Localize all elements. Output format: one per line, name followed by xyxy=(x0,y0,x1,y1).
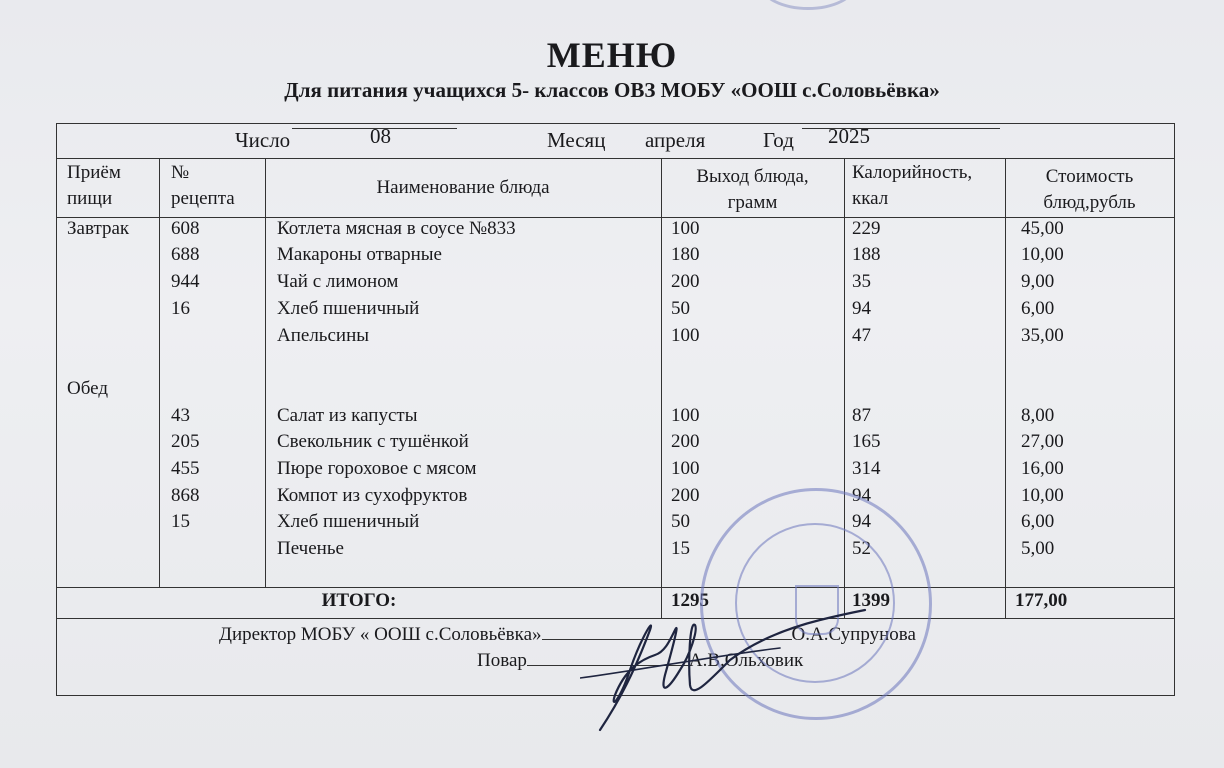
director-name: О.А.Супрунова xyxy=(791,624,916,645)
month-label: Месяц xyxy=(547,128,606,152)
cost-cell: 45,00 xyxy=(1021,218,1064,239)
day-value: 08 xyxy=(370,124,391,148)
cost-cell: 10,00 xyxy=(1021,485,1064,506)
col-divider-3 xyxy=(661,158,662,618)
recipe-cell: 43 xyxy=(171,405,190,426)
yield-cell: 200 xyxy=(671,431,700,452)
col-header-meal: Приём пищи xyxy=(67,162,121,209)
cost-cell: 6,00 xyxy=(1021,298,1055,319)
recipe-cell: 688 xyxy=(171,244,200,265)
col-header-yield: Выход блюда, грамм xyxy=(696,166,809,213)
page-title: МЕНЮ xyxy=(546,35,678,75)
rule-date xyxy=(57,158,1174,159)
meal-label-breakfast: Завтрак xyxy=(67,218,130,239)
yield-cell: 100 xyxy=(671,218,700,239)
recipe-cell: 608 xyxy=(171,218,200,239)
yield-cell: 50 xyxy=(671,298,690,319)
dish-cell: Салат из капусты xyxy=(277,405,418,426)
col-header-cost: Стоимость блюд,рубль xyxy=(1043,166,1136,213)
calories-cell: 47 xyxy=(852,325,871,346)
cost-cell: 16,00 xyxy=(1021,458,1064,479)
col-header-dish: Наименование блюда xyxy=(376,177,550,198)
day-label: Число xyxy=(235,128,291,152)
signature-scribble xyxy=(580,600,870,740)
dish-cell: Свекольник с тушёнкой xyxy=(277,431,469,452)
rule-body xyxy=(57,587,1174,588)
recipe-cell: 205 xyxy=(171,431,200,452)
stamp-edge-top xyxy=(760,0,856,10)
yield-cell: 50 xyxy=(671,511,690,532)
calories-cell: 94 xyxy=(852,511,871,532)
director-label: Директор МОБУ « ООШ с.Соловьёвка» xyxy=(219,624,542,645)
col-header-recipe: № рецепта xyxy=(171,162,235,209)
calories-cell: 314 xyxy=(852,458,881,479)
meal-label-lunch: Обед xyxy=(67,378,108,399)
recipe-cell: 868 xyxy=(171,485,200,506)
yield-cell: 200 xyxy=(671,485,700,506)
day-value-line xyxy=(292,124,457,148)
yield-cell: 15 xyxy=(671,538,690,559)
total-calories: 1399 xyxy=(852,590,890,611)
cost-cell: 5,00 xyxy=(1021,538,1055,559)
cost-cell: 10,00 xyxy=(1021,244,1064,265)
year-value: 2025 xyxy=(828,124,870,148)
cook-label: Повар xyxy=(477,650,527,671)
yield-cell: 180 xyxy=(671,244,700,265)
dish-cell: Компот из сухофруктов xyxy=(277,485,468,506)
dish-cell: Чай с лимоном xyxy=(277,271,399,292)
col-divider-1 xyxy=(159,158,160,587)
calories-cell: 165 xyxy=(852,431,881,452)
col-divider-2 xyxy=(265,158,266,587)
recipe-cell: 455 xyxy=(171,458,200,479)
page-subtitle: Для питания учащихся 5- классов ОВЗ МОБУ «ООШ с.Соловьёвка» xyxy=(284,78,940,102)
year-label: Год xyxy=(763,128,794,152)
cost-cell: 27,00 xyxy=(1021,431,1064,452)
calories-cell: 94 xyxy=(852,485,871,506)
recipe-cell: 16 xyxy=(171,298,190,319)
calories-cell: 94 xyxy=(852,298,871,319)
yield-cell: 100 xyxy=(671,458,700,479)
total-yield: 1295 xyxy=(671,590,709,611)
calories-cell: 35 xyxy=(852,271,871,292)
calories-cell: 229 xyxy=(852,218,881,239)
yield-cell: 100 xyxy=(671,405,700,426)
cost-cell: 8,00 xyxy=(1021,405,1055,426)
dish-cell: Макароны отварные xyxy=(277,244,442,265)
dish-cell: Апельсины xyxy=(277,325,370,346)
calories-cell: 87 xyxy=(852,405,871,426)
calories-cell: 188 xyxy=(852,244,881,265)
recipe-cell: 944 xyxy=(171,271,200,292)
cook-name: А.В.Ольховик xyxy=(688,650,804,671)
total-label: ИТОГО: xyxy=(321,590,397,611)
dish-cell: Печенье xyxy=(277,538,344,559)
recipe-cell: 15 xyxy=(171,511,190,532)
date-row xyxy=(57,124,1174,158)
yield-cell: 100 xyxy=(671,325,700,346)
cost-cell: 6,00 xyxy=(1021,511,1055,532)
dish-cell: Хлеб пшеничный xyxy=(277,511,420,532)
dish-cell: Пюре гороховое с мясом xyxy=(277,458,477,479)
yield-cell: 200 xyxy=(671,271,700,292)
col-header-calories: Калорийность, ккал xyxy=(852,162,973,209)
total-cost: 177,00 xyxy=(1015,590,1068,611)
cost-cell: 35,00 xyxy=(1021,325,1064,346)
month-value: апреля xyxy=(645,128,706,152)
rule-header xyxy=(57,217,1174,218)
year-value-line xyxy=(802,124,1000,148)
col-divider-5 xyxy=(1005,158,1006,618)
cost-cell: 9,00 xyxy=(1021,271,1055,292)
dish-cell: Хлеб пшеничный xyxy=(277,298,420,319)
dish-cell: Котлета мясная в соусе №833 xyxy=(277,218,516,239)
calories-cell: 52 xyxy=(852,538,871,559)
